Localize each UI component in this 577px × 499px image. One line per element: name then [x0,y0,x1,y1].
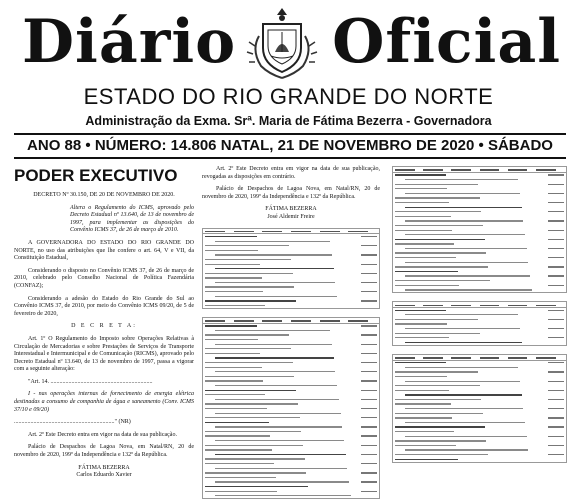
article-text: I - nas operações internas de fornecimento de energia elétrica destinadas a consumo de companhia de água e saneamento (Conv. ICMS 37/10 e 09/20) [14,391,194,413]
table-header-cell [480,356,508,359]
decree-article-2: Art. 2º Este Decreto entra em vigor na data de sua publicação. [28,431,177,438]
state-coat-of-arms-icon [243,6,321,82]
budget-table [392,166,567,293]
decree-decreta: D E C R E T A: [71,323,137,330]
column-executive-power [14,166,194,479]
decree-paragraph: A GOVERNADORA DO ESTADO DO RIO GRANDE DO NORTE, no uso das atribuições que lhe confere o art. 64, V e VII, da Constituição Estadual, [14,239,194,262]
signer-name: FÁTIMA BEZERRA [265,206,317,213]
table-header-cell [480,303,508,306]
decree-paragraph: Considerando o disposto no Convênio ICMS 37, de 26 de março de 2010, celebrado pelo Conselho Nacional de Política Fazendária (CONFAZ); [14,267,194,289]
table-row [393,457,566,462]
decree-closing: Palácio de Despachos de Lagoa Nova, em Natal/RN, 20 de novembro de 2020, 199º da Independência e 132º da República. [14,444,194,459]
table-header-cell [423,168,451,171]
table-header-cell [234,230,263,233]
article-end: ..................................................................." (NR) [14,419,131,426]
table-header-cell [395,168,423,171]
table-row [393,288,566,293]
article-reference: "Art. 14. .................................................................... [28,378,153,385]
administration-line: Administração da Exma. Srª. Maria de Fátima Bezerra - Governadora [85,114,492,128]
table-header-cell [320,319,349,322]
newspaper-title [0,6,577,78]
budget-table [392,354,567,463]
table-header-cell [508,303,536,306]
divider-bottom [14,157,566,159]
table-header-cell [234,319,263,322]
table-header-cell [536,303,564,306]
table-header-cell [451,303,479,306]
table-header-cell [262,319,291,322]
table-header-cell [291,230,320,233]
budget-table [202,228,380,309]
table-header-cell [291,319,320,322]
masthead [0,0,577,160]
table-header-cell [262,230,291,233]
table-header-cell [508,356,536,359]
table-header-cell [451,356,479,359]
table-header-cell [395,303,423,306]
column-budget-tables [392,166,567,461]
budget-table [202,317,380,499]
decree-paragraph: Considerando a adesão do Estado do Rio Grande do Sul ao Convênio ICMS 37, de 2010, por meio do Convênio ICMS 09/20, de 5 de fevereiro de 2020, [14,295,194,317]
edition-info: ANO 88 • NÚMERO: 14.806 NATAL, 21 DE NOVEMBRO DE 2020 • SÁBADO [27,137,553,154]
budget-tables [392,166,567,463]
table-header-cell [536,168,564,171]
signer-name: Carlos Eduardo Xavier [76,472,132,479]
table-header-cell [480,168,508,171]
table-header-cell [320,230,349,233]
signer-name: FÁTIMA BEZERRA [78,464,130,471]
table-header-cell [423,356,451,359]
budget-table [392,301,567,346]
table-header-cell [205,230,234,233]
table-header-cell [348,230,377,233]
section-title: PODER EXECUTIVO [14,166,178,185]
table-header-cell [423,303,451,306]
table-header-cell [536,356,564,359]
column-decree-continued [202,166,380,461]
divider-top [14,133,566,135]
signer-name: José Aldemir Freire [267,213,315,220]
table-header-cell [395,356,423,359]
table-header-cell [205,319,234,322]
table-row [203,303,379,308]
decree-title: DECRETO Nº 30.150, DE 20 DE NOVEMBRO DE 2020. [33,192,175,198]
table-header-cell [348,319,377,322]
state-name: ESTADO DO RIO GRANDE DO NORTE [83,84,494,109]
title-word-right: Oficial [332,7,561,77]
table-row [203,494,379,499]
budget-tables [202,228,380,499]
decree-summary: Altera o Regulamento do ICMS, aprovado pelo Decreto Estadual nº 13.640, de 13 de novembro de 1997, para implementar as disposições do Convênio ICMS 37, de 26 de março de 2010. [70,204,194,234]
table-row [393,340,566,345]
table-header-cell [508,168,536,171]
title-word-left: Diário [22,7,237,77]
table-header-cell [451,168,479,171]
decree-article-1: Art. 1º O Regulamento do Imposto sobre Operações Relativas à Circulação de Mercadorias e sobre Prestações de Serviços de Transporte Interestadual e Intermunicipal e de Comunicação (RICMS), aprovado pelo Decreto Estadual nº 13.640, de 13 de novembro de 1997, passa a vigorar com a seguinte alteração: [14,335,194,373]
decree-closing: Palácio de Despachos de Lagoa Nova, em Natal/RN, 20 de novembro de 2020, 199º da Independência e 132º da República. [202,186,380,200]
decree-article-2: Art. 2º Este Decreto entra em vigor na data de sua publicação, revogadas as disposições em contrário. [202,166,380,180]
